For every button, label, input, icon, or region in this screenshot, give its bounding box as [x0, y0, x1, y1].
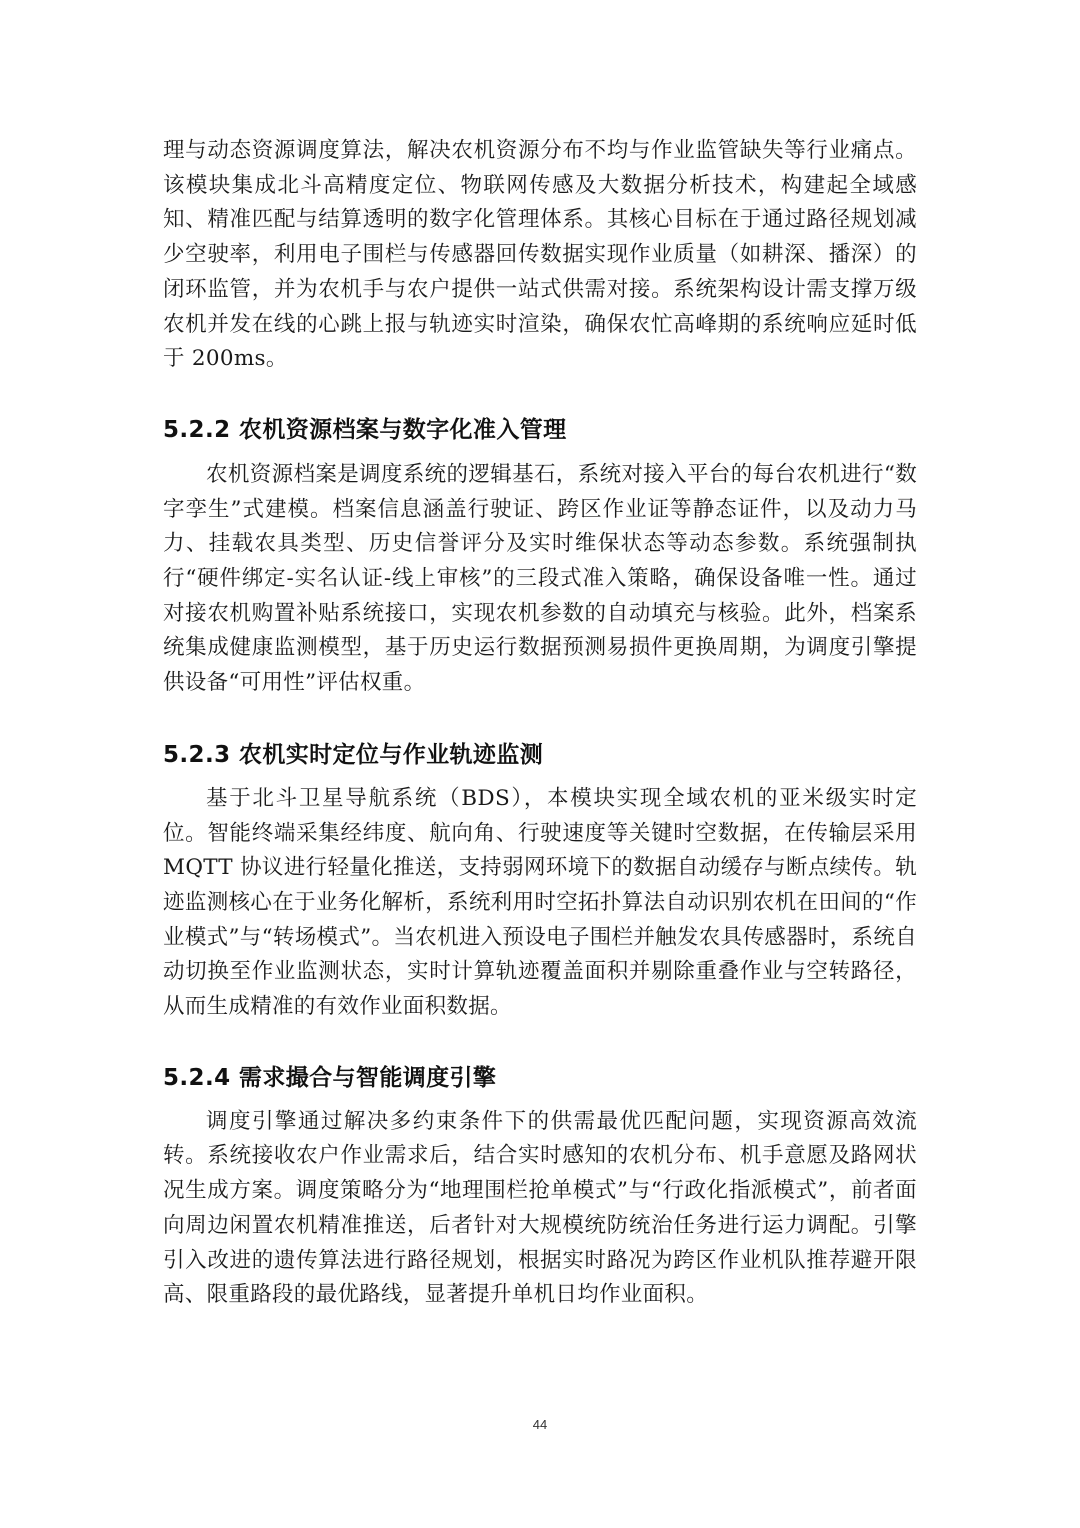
section-title-text: 需求撮合与智能调度引擎 — [238, 1064, 497, 1091]
page-number: 44 — [532, 1417, 548, 1432]
section-title-text: 农机实时定位与作业轨迹监测 — [238, 741, 544, 768]
section-heading-5-2-4 — [163, 1061, 917, 1095]
document-page — [163, 134, 917, 1313]
section-title-text: 农机资源档案与数字化准入管理 — [238, 416, 567, 443]
section-heading-5-2-3 — [163, 738, 917, 772]
section-number: 5.2.4 — [163, 1064, 231, 1091]
section-number: 5.2.3 — [163, 741, 231, 768]
section-5-2-3-paragraph: 基于北斗卫星导航系统（BDS），本模块实现全域农机的亚米级实时定位。智能终端采集经纬度、航向角、行驶速度等关键时空数据，在传输层采用 MQTT 协议进行轻量化推送，支持弱网环境下的数据自动缓存与断点续传。轨迹监测核心在于业务化解析，系统利用时空拓扑算法自动识别农机在田间的“作业模式”与“转场模式”。当农机进入预设电子围栏并触发农具传感器时，系统自动切换至作业监测状态，实时计算轨迹覆盖面积并剔除重叠作业与空转路径，从而生成精准的有效作业面积数据。 — [163, 785, 917, 1020]
intro-paragraph: 理与动态资源调度算法，解决农机资源分布不均与作业监管缺失等行业痛点。该模块集成北斗高精度定位、物联网传感及大数据分析技术，构建起全域感知、精准匹配与结算透明的数字化管理体系。其核心目标在于通过路径规划减少空驶率，利用电子围栏与传感器回传数据实现作业质量（如耕深、播深）的闭环监管，并为农机手与农户提供一站式供需对接。系统架构设计需支撑万级农机并发在线的心跳上报与轨迹实时渲染，确保农忙高峰期的系统响应延时低于 200ms。 — [163, 138, 917, 372]
section-heading-5-2-2 — [163, 413, 917, 447]
section-5-2-4-paragraph: 调度引擎通过解决多约束条件下的供需最优匹配问题，实现资源高效流转。系统接收农户作业需求后，结合实时感知的农机分布、机手意愿及路网状况生成方案。调度策略分为“地理围栏抢单模式”与“行政化指派模式”，前者面向周边闲置农机精准推送，后者针对大规模统防统治任务进行运力调配。引擎引入改进的遗传算法进行路径规划，根据实时路况为跨区作业机队推荐避开限高、限重路段的最优路线，显著提升单机日均作业面积。 — [163, 1108, 917, 1308]
section-5-2-2-paragraph: 农机资源档案是调度系统的逻辑基石，系统对接入平台的每台农机进行“数字孪生”式建模。档案信息涵盖行驶证、跨区作业证等静态证件，以及动力马力、挂载农具类型、历史信誉评分及实时维保状态等动态参数。系统强制执行“硬件绑定-实名认证-线上审核”的三段式准入策略，确保设备唯一性。通过对接农机购置补贴系统接口，实现农机参数的自动填充与核验。此外，档案系统集成健康监测模型，基于历史运行数据预测易损件更换周期，为调度引擎提供设备“可用性”评估权重。 — [163, 461, 917, 696]
section-number: 5.2.2 — [163, 416, 231, 443]
